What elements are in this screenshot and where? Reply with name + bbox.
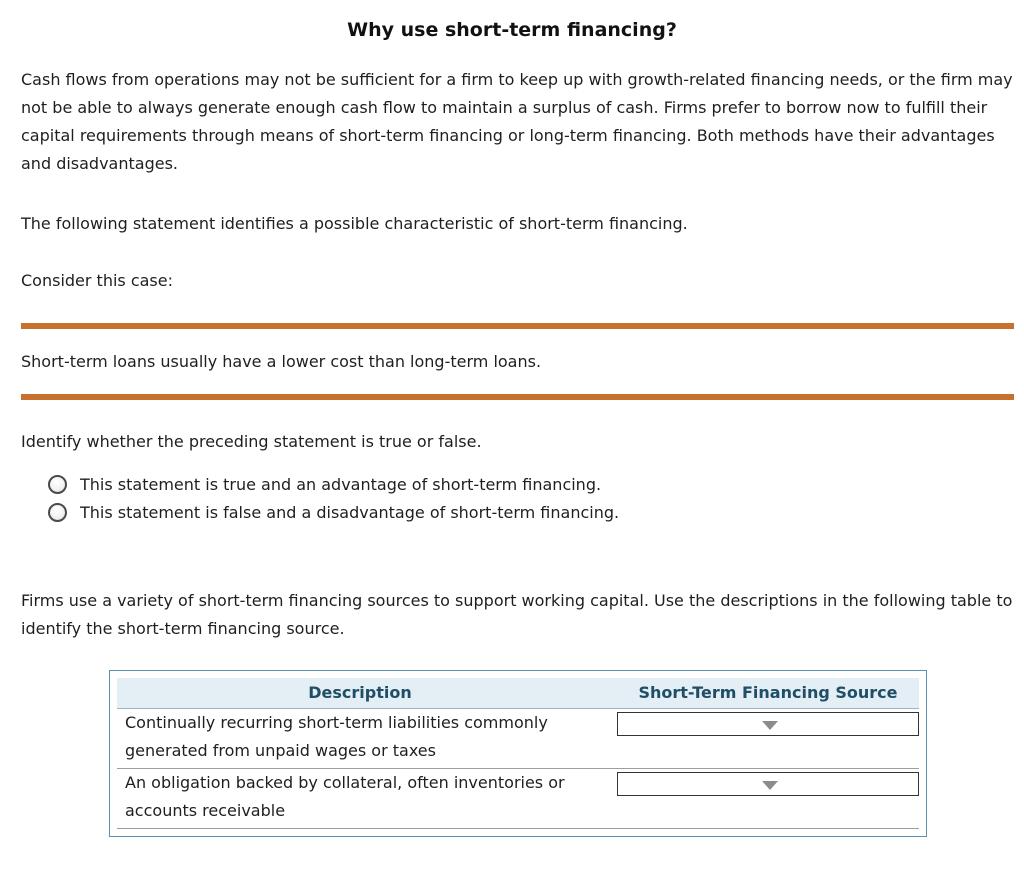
case-divider-top xyxy=(21,323,1014,329)
option-label: This statement is false and a disadvantage of short-term financing. xyxy=(80,502,620,522)
option-label: This statement is true and an advantage of short-term financing. xyxy=(80,474,602,494)
identify-prompt: Identify whether the preceding statement is true or false. xyxy=(21,432,482,451)
table-row xyxy=(117,769,919,829)
chevron-down-icon[interactable] xyxy=(762,781,778,790)
option-false-disadvantage[interactable] xyxy=(48,498,619,526)
financing-source-dropdown[interactable] xyxy=(617,772,919,796)
header-financing-source: Short-Term Financing Source xyxy=(638,683,898,702)
radio-button-icon[interactable] xyxy=(48,503,67,522)
intro-paragraph: Cash flows from operations may not be sufficient for a firm to keep up with growth-related financing needs, or the firm may not be able to always generate enough cash flow to maintain a surplus of cash. Firms prefer to borrow now to fulfill their capital requirements through means of short-term financing or long-term financing. Both methods have their advantages and disadvantages. xyxy=(21,70,1013,173)
financing-source-dropdown[interactable] xyxy=(617,712,919,736)
option-true-advantage[interactable] xyxy=(48,470,619,498)
page-title: Why use short-term financing? xyxy=(347,19,677,41)
consider-label: Consider this case: xyxy=(21,271,173,290)
chevron-down-icon[interactable] xyxy=(762,721,778,730)
radio-button-icon[interactable] xyxy=(48,475,67,494)
table-row xyxy=(117,709,919,769)
case-divider-bottom xyxy=(21,394,1014,400)
row-description: Continually recurring short-term liabilities commonly generated from unpaid wages or taxes xyxy=(125,713,548,760)
answer-options xyxy=(48,470,619,526)
financing-source-table xyxy=(109,670,927,837)
table-header xyxy=(117,678,919,709)
row-description: An obligation backed by collateral, often inventories or accounts receivable xyxy=(125,773,565,820)
header-description: Description xyxy=(308,683,412,702)
case-statement: Short-term loans usually have a lower cost than long-term loans. xyxy=(21,352,542,371)
following-statement-text: The following statement identifies a possible characteristic of short-term financing. xyxy=(21,214,688,233)
firms-paragraph: Firms use a variety of short-term financing sources to support working capital. Use the descriptions in the following table to identify the short-term financing source. xyxy=(21,591,1013,638)
